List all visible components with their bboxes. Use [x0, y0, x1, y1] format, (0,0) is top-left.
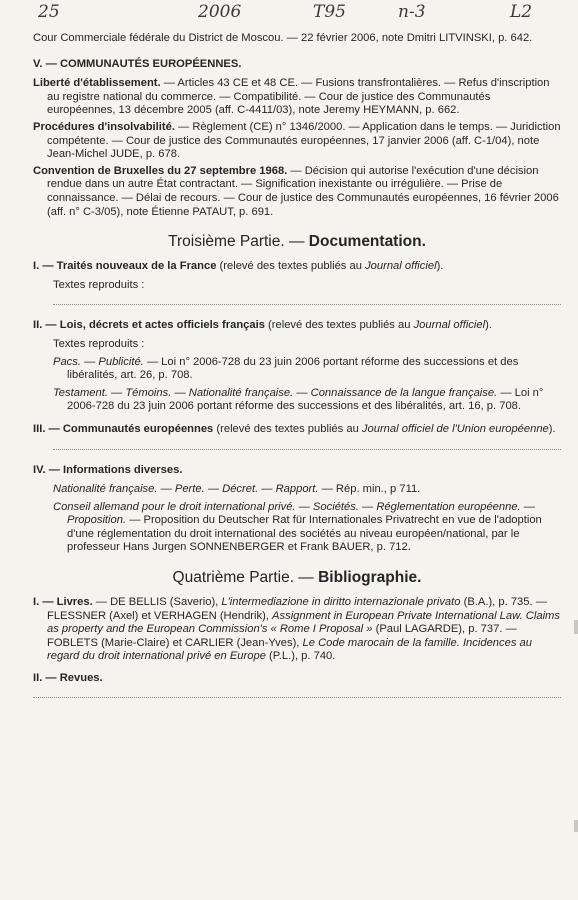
item-text: — Proposition du Deutscher Rat für Internationales Privatrecht en vue de l'adoption d'une réglementation du droit international des sociétés au niveau européen/national, par le professeur Hans Jurgen SONNENBERGER et Frank BAUER, p. 712. — [67, 514, 542, 554]
doc-section-rest: (relevé des textes publiés au — [216, 260, 366, 273]
doc-section-end: ). — [436, 260, 444, 273]
doc-section-head: II. — Lois, décrets et actes officiels français — [33, 319, 265, 332]
doc-section-1 — [33, 260, 561, 274]
doc-section-3 — [33, 423, 561, 437]
biblio-text: (Paul LAGARDE), p. 737. — FOBLETS (Marie-Claire) et CARLIER (Jean-Yves), — [47, 623, 517, 649]
textes-reproduits-label: Textes reproduits : — [53, 278, 145, 291]
doc-item-pacs — [33, 356, 561, 383]
biblio-revues — [33, 672, 561, 686]
doc-item-testament — [33, 387, 561, 414]
book-title: L'intermediazione in diritto internazionale privato — [221, 596, 461, 609]
handwritten-note-2: 2006 — [198, 2, 242, 22]
doc-section-head: III. — Communautés européennes — [33, 422, 214, 435]
intro-entry: Cour Commerciale fédérale du District de Moscou. — 22 février 2006, note Dmitri LITVINSKI, p. 642. — [33, 32, 533, 44]
handwritten-note-3: T95 — [313, 2, 346, 22]
item-keywords: Testament. — Témoins. — Nationalité française. — Connaissance de la langue française. — [53, 386, 498, 399]
entry-title: Convention de Bruxelles du 27 septembre 1968. — [33, 164, 288, 177]
item-text: — Rép. min., p 711. — [318, 483, 421, 496]
entry-liberte — [33, 77, 561, 118]
item-keywords: Conseil allemand pour le droit international privé. — Sociétés. — Réglementation européenne. — Proposition. — [53, 500, 535, 527]
dotted-line — [33, 689, 561, 698]
page-edge-mark — [574, 820, 578, 832]
doc-section-end: ). — [548, 422, 556, 435]
entry-bruxelles — [33, 165, 561, 219]
doc-section-rest: (relevé des textes publiés au — [264, 319, 414, 332]
entry-text: — Règlement (CE) n° 1346/2000. — Application dans le temps. — Juridiction compétente. — Cour de justice des Communautés européennes, 17 janvier 2006 (aff. C-1/04), note Jean-Michel JUDE, p. 678. — [47, 120, 561, 161]
part-title-prefix: Troisième Partie. — — [168, 233, 309, 251]
entry-insolvabilite — [33, 121, 561, 162]
entry-text: — Articles 43 CE et 48 CE. — Fusions transfrontalières. — Refus d'inscription au registre national du commerce. — Compatibilité. — Cour de justice des Communautés européennes, 13 décembre 2005 (aff. C-4411/03), note Jeremy HEYMANN, p. 662. — [47, 77, 550, 117]
item-keywords: Pacs. — Publicité. — [53, 355, 144, 368]
doc-item-nationalite — [33, 483, 561, 497]
dotted-line — [53, 441, 561, 450]
doc-section-2 — [33, 319, 561, 333]
part4-title — [33, 568, 561, 588]
item-keywords: Nationalité française. — Perte. — Décret. — Rapport. — [53, 483, 319, 496]
doc-section-head: IV. — Informations diverses. — [33, 464, 183, 477]
doc-section-end: ). — [485, 319, 492, 332]
biblio-head: I. — Livres. — [33, 596, 93, 609]
textes-reproduits-label: Textes reproduits : — [53, 337, 145, 350]
part-title-main: Documentation. — [308, 233, 426, 251]
handwritten-note-1: 25 — [38, 2, 60, 22]
item-text: — Loi n° 2006-728 du 23 juin 2006 portant réforme des successions et des libéralités, art. 26, p. 708. — [67, 355, 519, 382]
biblio-livres — [33, 596, 561, 664]
handwritten-note-4: n-3 — [398, 2, 426, 22]
biblio-text: (B.A.), p. 735. — FLESSNER (Axel) et VERHAGEN (Hendrik), — [47, 596, 547, 622]
doc-section-rest: (relevé des textes publiés au — [213, 422, 362, 435]
section-v-heading: V. — COMMUNAUTÉS EUROPÉENNES. — [33, 57, 242, 70]
doc-item-conseil — [33, 501, 561, 555]
journal-name: Journal officiel — [365, 260, 437, 273]
entry-text: — Décision qui autorise l'exécution d'une décision rendue dans un autre État contractant. — Signification inexistante ou irrégulière. — Prise de connaissance. — Délai de recours. — Cour de justice des Communautés européennes, 16 février 2006 (aff. n° C-3/05), note Étienne PATAUT, p. 691. — [47, 164, 559, 218]
part-title-main: Bibliographie. — [318, 569, 422, 587]
item-text: — Loi n° 2006-728 du 23 juin 2006 portant réforme des successions et des libéralités, art. 16, p. 708. — [67, 386, 544, 413]
journal-name: Journal officiel de l'Union européenne — [361, 422, 549, 435]
dotted-line — [53, 296, 561, 305]
doc-section-4 — [33, 464, 561, 478]
biblio-head: II. — Revues. — [33, 672, 103, 684]
book-title: Le Code marocain de la famille. Incidences au regard du droit international privé en Europe — [47, 636, 532, 663]
part-title-prefix: Quatrième Partie. — — [172, 569, 319, 587]
part3-title — [33, 232, 561, 252]
page-edge-mark — [574, 620, 578, 634]
journal-name: Journal officiel — [413, 319, 486, 332]
main-content — [33, 32, 561, 712]
book-title: Assignment in European Private International Law. Claims as property and the European Commission's « Rome I Proposal » — [47, 609, 560, 636]
biblio-text: — DE BELLIS (Saverio), — [92, 596, 222, 609]
doc-section-head: I. — Traités nouveaux de la France — [33, 260, 217, 273]
entry-title: Liberté d'établissement. — [33, 77, 161, 90]
biblio-text: (P.L.), p. 740. — [265, 650, 336, 663]
entry-title: Procédures d'insolvabilité. — [33, 120, 175, 133]
handwritten-note-5: L2 — [510, 2, 533, 22]
